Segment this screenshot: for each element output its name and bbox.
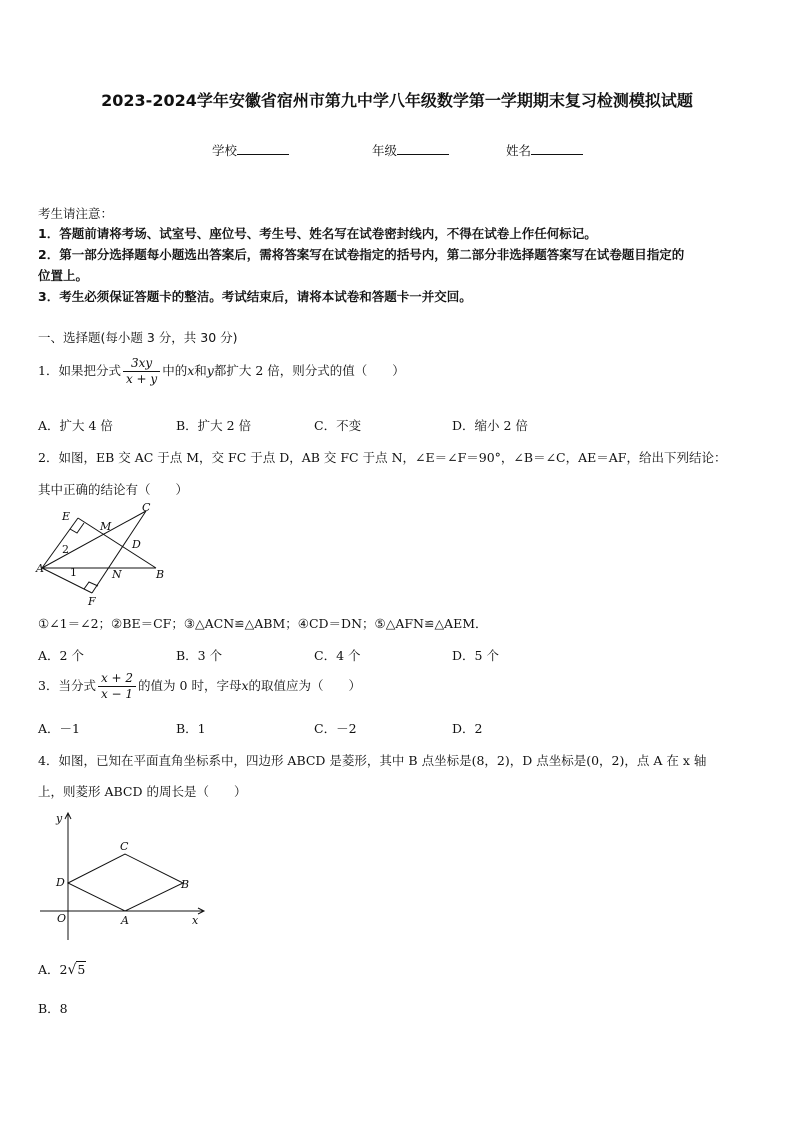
q2-line-2: 其中正确的结论有（ ） bbox=[38, 482, 189, 497]
name-blank[interactable] bbox=[531, 142, 583, 155]
right-angle-e bbox=[70, 523, 84, 533]
label-m: M bbox=[100, 520, 112, 533]
q3-option-b[interactable]: B．1 bbox=[176, 721, 206, 736]
grade-field[interactable] bbox=[372, 141, 449, 159]
q3-mid: 的值为 0 时，字母 bbox=[138, 678, 242, 693]
q4-option-a-prefix: A．2 bbox=[38, 962, 68, 977]
q1-var-x: x bbox=[187, 363, 195, 378]
q2-line-1: 2．如图，EB 交 AC 于点 M，交 FC 于点 D，AB 交 FC 于点 N，∠E＝∠F＝90°，∠B＝∠C，AE＝AF，给出下列结论： bbox=[38, 450, 727, 465]
q2-option-c[interactable]: C．4 个 bbox=[314, 648, 361, 663]
q3-suffix: 的取值应为（ ） bbox=[248, 678, 362, 693]
label-origin: O bbox=[57, 912, 67, 925]
school-label: 学校 bbox=[212, 143, 238, 158]
q1-option-c[interactable]: C．不变 bbox=[314, 418, 362, 433]
sqrt-icon: √ bbox=[67, 962, 77, 978]
label-b: B bbox=[156, 568, 165, 581]
label-x-axis: x bbox=[192, 914, 199, 927]
q3-option-c[interactable]: C．－2 bbox=[314, 721, 357, 736]
q2-conclusions: ①∠1＝∠2；②BE＝CF；③△ACN≌△ABM；④CD＝DN；⑤△AFN≌△AEM． bbox=[38, 616, 488, 631]
q1-mid1: 中的 bbox=[162, 363, 188, 378]
q4-line-1: 4．如图，已知在平面直角坐标系中，四边形 ABCD 是菱形，其中 B 点坐标是(8，2)，D 点坐标是(0，2)，点 A 在 x 轴 bbox=[38, 753, 707, 768]
question-3 bbox=[38, 671, 361, 702]
label-d: D bbox=[132, 538, 141, 551]
section-heading: 一、选择题(每小题 3 分，共 30 分) bbox=[38, 330, 238, 345]
q2-option-a[interactable]: A．2 个 bbox=[38, 648, 84, 663]
q1-option-a[interactable]: A．扩大 4 倍 bbox=[38, 418, 113, 433]
q1-numerator: 3xy bbox=[123, 356, 160, 372]
q1-option-b[interactable]: B．扩大 2 倍 bbox=[176, 418, 252, 433]
label-b: B bbox=[181, 878, 190, 891]
q3-numerator: x + 2 bbox=[98, 671, 136, 687]
label-e: E bbox=[62, 510, 71, 523]
notice-item-1: 1．答题前请将考场、试室号、座位号、考生号、姓名写在试卷密封线内，不得在试卷上作任何标记。 bbox=[38, 226, 597, 241]
q4-option-a[interactable] bbox=[38, 960, 86, 978]
label-a: A bbox=[121, 914, 129, 927]
q3-option-a[interactable]: A．－1 bbox=[38, 721, 80, 736]
label-c: C bbox=[120, 840, 129, 853]
label-c: C bbox=[142, 501, 151, 514]
label-d: D bbox=[56, 876, 65, 889]
label-angle-2: 2 bbox=[62, 543, 69, 556]
q4-option-a-radicand: 5 bbox=[77, 962, 86, 977]
q1-denominator: x + y bbox=[125, 372, 158, 386]
name-label: 姓名 bbox=[506, 143, 532, 158]
q1-option-d[interactable]: D．缩小 2 倍 bbox=[452, 418, 528, 433]
label-a: A bbox=[36, 562, 44, 575]
label-y-axis: y bbox=[56, 812, 63, 825]
notice-item-3: 3．考生必须保证答题卡的整洁。考试结束后，请将本试卷和答题卡一并交回。 bbox=[38, 289, 472, 304]
notice-heading: 考生请注意： bbox=[38, 206, 114, 221]
q1-mid2: 和 bbox=[194, 363, 207, 378]
page-title: 2023-2024学年安徽省宿州市第九中学八年级数学第一学期期末复习检测模拟试题 bbox=[101, 91, 693, 110]
q1-prefix: 1．如果把分式 bbox=[38, 363, 121, 378]
school-field[interactable] bbox=[212, 141, 289, 159]
question-1 bbox=[38, 356, 405, 387]
line-af bbox=[42, 568, 92, 593]
q4-option-b[interactable]: B．8 bbox=[38, 1001, 68, 1016]
q1-var-y: y bbox=[206, 363, 214, 378]
notice-item-2-cont: 位置上。 bbox=[38, 268, 89, 283]
label-f: F bbox=[88, 595, 96, 608]
notice-item-2: 2．第一部分选择题每小题选出答案后，需将答案写在试卷指定的括号内，第二部分非选择题答案写在试卷题目指定的 bbox=[38, 247, 685, 262]
line-ac bbox=[42, 511, 146, 568]
name-field[interactable] bbox=[506, 141, 583, 159]
q3-option-d[interactable]: D．2 bbox=[452, 721, 483, 736]
grade-label: 年级 bbox=[372, 143, 398, 158]
q2-figure bbox=[30, 498, 180, 610]
label-n: N bbox=[112, 568, 122, 581]
grade-blank[interactable] bbox=[397, 142, 449, 155]
q3-denominator: x − 1 bbox=[100, 687, 134, 701]
q4-line-2: 上，则菱形 ABCD 的周长是（ ） bbox=[38, 784, 247, 799]
line-eb bbox=[78, 518, 156, 568]
q3-var-x: x bbox=[241, 678, 249, 693]
label-angle-1: 1 bbox=[70, 566, 77, 579]
q4-figure bbox=[36, 808, 216, 946]
q2-option-b[interactable]: B．3 个 bbox=[176, 648, 223, 663]
rhombus-abcd bbox=[68, 854, 183, 911]
q1-suffix: 都扩大 2 倍，则分式的值（ ） bbox=[213, 363, 405, 378]
q3-fraction bbox=[98, 671, 136, 702]
q3-prefix: 3．当分式 bbox=[38, 678, 96, 693]
q2-option-d[interactable]: D．5 个 bbox=[452, 648, 499, 663]
line-ae bbox=[42, 518, 78, 568]
school-blank[interactable] bbox=[237, 142, 289, 155]
q1-fraction bbox=[123, 356, 160, 387]
